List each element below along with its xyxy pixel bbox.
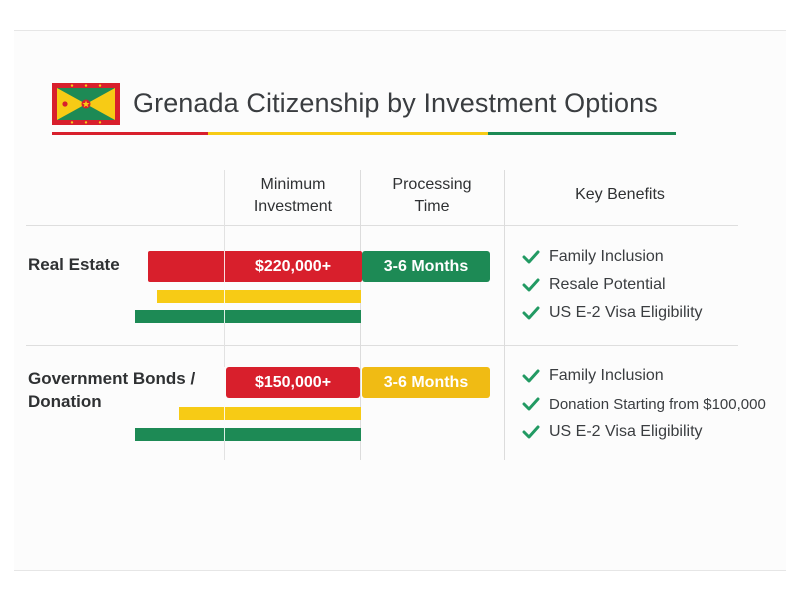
bar-column-divider — [224, 367, 225, 441]
column-divider-3 — [504, 170, 505, 460]
benefit-item — [522, 275, 703, 295]
processing-time-badge: 3-6 Months — [362, 367, 490, 398]
page-title: Grenada Citizenship by Investment Options — [133, 88, 658, 118]
row-label-line: Real Estate — [28, 255, 120, 274]
checkmark-icon — [522, 306, 540, 320]
benefit-item — [522, 366, 766, 386]
benefits-list — [522, 366, 766, 442]
header-min-investment-line2: Investment — [253, 198, 333, 215]
row-label-line: Government Bonds / — [28, 369, 196, 388]
benefit-label: Family Inclusion — [549, 367, 664, 384]
processing-time-badge: 3-6 Months — [362, 251, 490, 282]
header-divider — [26, 225, 738, 226]
benefit-label: US E-2 Visa Eligibility — [549, 423, 703, 440]
checkmark-icon — [522, 278, 540, 292]
min-investment-value: $220,000+ — [226, 251, 360, 282]
decor-bar-green — [135, 310, 361, 323]
decor-bar-yellow — [179, 407, 361, 420]
benefit-label: Family Inclusion — [549, 248, 664, 265]
header-processing-time — [362, 174, 502, 218]
benefit-label: US E-2 Visa Eligibility — [549, 304, 703, 321]
checkmark-icon — [522, 397, 540, 411]
min-investment-value: $150,000+ — [226, 367, 360, 398]
benefits-list — [522, 247, 703, 323]
row-label-line: Donation — [28, 392, 102, 411]
grenada-flag-icon — [52, 83, 120, 125]
title-underline-green — [488, 132, 676, 135]
header-min-investment-line1: Minimum — [260, 176, 326, 193]
checkmark-icon — [522, 250, 540, 264]
checkmark-icon — [522, 369, 540, 383]
title-underline-yellow — [208, 132, 488, 135]
benefit-item — [522, 422, 766, 442]
benefit-item — [522, 394, 766, 414]
benefit-label: Donation Starting from $100,000 — [549, 395, 766, 413]
decor-bar-yellow — [157, 290, 361, 303]
benefit-item — [522, 303, 703, 323]
header-key-benefits: Key Benefits — [575, 186, 665, 203]
header-min-investment — [228, 174, 358, 218]
decor-bar-green — [135, 428, 361, 441]
header-processing-time-line1: Processing — [392, 176, 472, 193]
header-processing-time-line2: Time — [414, 198, 450, 215]
checkmark-icon — [522, 425, 540, 439]
title-underline-red — [52, 132, 208, 135]
benefit-label: Resale Potential — [549, 276, 666, 293]
benefit-item — [522, 247, 703, 267]
row-divider — [26, 345, 738, 346]
bar-column-divider — [224, 251, 225, 323]
